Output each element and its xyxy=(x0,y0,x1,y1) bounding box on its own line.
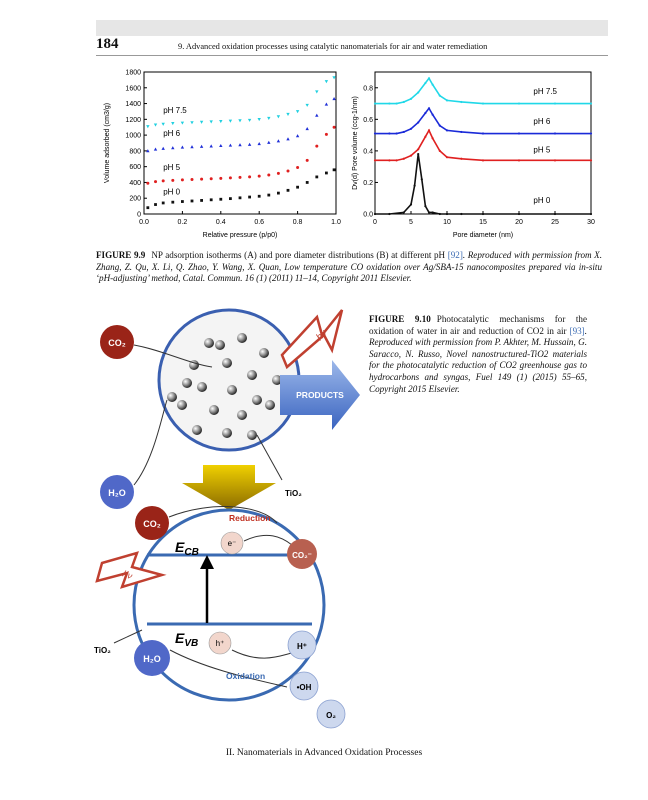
data-point xyxy=(315,176,318,179)
hv-label-bottom: hν xyxy=(121,568,134,582)
y-tick-label: 0.6 xyxy=(363,116,373,124)
data-point xyxy=(432,211,434,213)
y-tick-label: 1200 xyxy=(125,116,141,124)
y-tick-label: 0.0 xyxy=(363,211,373,219)
data-point xyxy=(190,121,193,124)
nanoparticle xyxy=(204,338,214,348)
data-point xyxy=(388,213,390,215)
data-point xyxy=(374,159,376,161)
data-point xyxy=(210,198,213,201)
products-label: PRODUCTS xyxy=(296,390,344,400)
y-axis-label: Dv(d) Pore volume (ccg-1/nm) xyxy=(352,96,359,190)
data-point xyxy=(306,159,309,162)
co2-radical-label: CO₂⁻ xyxy=(292,551,312,560)
data-point xyxy=(403,211,405,213)
data-point xyxy=(162,147,165,150)
series-line xyxy=(375,154,591,214)
data-point xyxy=(229,197,232,200)
nanoparticle xyxy=(227,385,237,395)
data-point xyxy=(146,125,149,128)
data-point xyxy=(424,82,426,84)
hole-label: h⁺ xyxy=(215,639,225,648)
x-tick-label: 1.0 xyxy=(331,219,341,226)
data-point xyxy=(267,117,270,120)
x-tick-label: 0.4 xyxy=(215,219,226,226)
data-point xyxy=(590,132,592,134)
data-point xyxy=(590,159,592,161)
data-point xyxy=(482,132,484,134)
nanoparticle xyxy=(237,333,247,343)
data-point xyxy=(410,203,412,205)
data-point xyxy=(181,200,184,203)
down-arrow xyxy=(182,465,276,510)
data-point xyxy=(181,178,184,181)
x-axis-label: Relative pressure (p/p0) xyxy=(202,232,278,239)
data-point xyxy=(191,178,194,181)
data-point xyxy=(181,146,184,149)
data-point xyxy=(428,107,430,109)
nanoparticle xyxy=(209,405,219,415)
data-point xyxy=(248,196,251,199)
data-point xyxy=(296,110,299,113)
nanoparticle xyxy=(247,370,257,380)
x-tick-label: 0.8 xyxy=(292,219,303,226)
data-point xyxy=(154,180,157,183)
y-tick-label: 600 xyxy=(129,164,141,172)
data-point xyxy=(424,136,426,138)
data-point xyxy=(432,114,434,116)
data-point xyxy=(229,120,232,123)
nanoparticle xyxy=(197,382,207,392)
data-point xyxy=(277,192,280,195)
data-point xyxy=(554,102,556,104)
y-axis-label: Volume adsorbed (cm3/g) xyxy=(104,102,111,184)
data-point xyxy=(258,195,261,198)
tio2-label-top: TiO₂ xyxy=(285,489,302,498)
data-point xyxy=(171,122,174,125)
data-point xyxy=(287,170,290,173)
y-tick-label: 1800 xyxy=(125,69,141,77)
data-point xyxy=(460,158,462,160)
data-point xyxy=(238,119,241,122)
nanoparticle xyxy=(192,425,202,435)
caption-credit: . Reproduced with permission from P. Akhter, M. Hussain, G. Saracco, N. Russo, Novel nanostructured-TiO2 materials for the photocatalytic reduction of CO2 greenhouse gas to hydrocarbons and syngas, Fuel 149 (1) (2015) 55–65, Copyright 2015 Elsevier. xyxy=(369,325,587,394)
data-point xyxy=(277,115,280,118)
data-point xyxy=(171,201,174,204)
x-tick-label: 0.0 xyxy=(139,219,149,226)
data-point xyxy=(306,104,309,107)
y-tick-label: 0 xyxy=(137,211,141,219)
data-point xyxy=(162,179,165,182)
data-point xyxy=(432,84,434,86)
chart-pore-distribution xyxy=(349,62,604,247)
nanoparticle xyxy=(252,395,262,405)
series-label: pH 7.5 xyxy=(163,106,187,116)
evb-label: $E_{VB}$ xyxy=(175,630,199,649)
y-tick-label: 1400 xyxy=(125,101,141,109)
series-label: pH 5 xyxy=(163,162,181,172)
figure-9-10-caption xyxy=(369,314,587,395)
data-point xyxy=(428,129,430,131)
reference-link[interactable]: [93] xyxy=(569,325,585,336)
ecb-label: $E_{CB}$ xyxy=(175,539,199,558)
data-point xyxy=(210,120,213,123)
data-point xyxy=(428,211,430,213)
data-point xyxy=(191,200,194,203)
data-point xyxy=(154,148,157,151)
nanoparticle xyxy=(167,392,177,402)
data-point xyxy=(439,213,441,215)
data-point xyxy=(200,178,203,181)
data-point xyxy=(446,129,448,131)
data-point xyxy=(446,99,448,101)
figure-label: FIGURE 9.9 xyxy=(96,250,146,260)
data-point xyxy=(332,76,335,79)
co2-label-2: CO₂ xyxy=(143,519,161,529)
h-plus-label: H⁺ xyxy=(297,642,307,651)
data-point xyxy=(258,118,261,121)
data-point xyxy=(154,203,157,206)
series-line xyxy=(375,78,591,103)
data-point xyxy=(306,181,309,184)
data-point xyxy=(460,101,462,103)
data-point xyxy=(403,101,405,103)
header-band xyxy=(96,20,608,36)
data-point xyxy=(554,132,556,134)
nanoparticle xyxy=(259,348,269,358)
data-point xyxy=(248,119,251,122)
data-point xyxy=(162,123,165,126)
h2o-path-arrow xyxy=(134,400,167,485)
data-point xyxy=(229,144,232,147)
data-point xyxy=(518,132,520,134)
data-point xyxy=(219,177,222,180)
data-point xyxy=(388,102,390,104)
oxidation-label: Oxidation xyxy=(226,671,266,681)
data-point xyxy=(428,77,430,79)
y-tick-label: 400 xyxy=(129,179,141,187)
data-point xyxy=(403,158,405,160)
nanoparticle xyxy=(247,430,257,440)
page-number: 184 xyxy=(96,36,119,52)
data-point xyxy=(248,175,251,178)
data-point xyxy=(417,153,419,155)
series-label: pH 6 xyxy=(163,128,181,138)
data-point xyxy=(414,185,416,187)
data-point xyxy=(146,182,149,185)
data-point xyxy=(258,142,261,145)
data-point xyxy=(388,132,390,134)
data-point xyxy=(325,133,328,136)
hv-label-top: hν xyxy=(314,327,330,344)
data-point xyxy=(238,143,241,146)
photocatalysis-diagram xyxy=(92,305,362,735)
y-tick-label: 0.2 xyxy=(363,179,373,187)
data-point xyxy=(210,144,213,147)
data-point xyxy=(410,155,412,157)
data-point xyxy=(388,159,390,161)
data-point xyxy=(424,112,426,114)
data-point xyxy=(518,159,520,161)
data-point xyxy=(239,176,242,179)
data-point xyxy=(590,213,592,215)
data-point xyxy=(374,213,376,215)
data-point xyxy=(286,137,289,140)
data-point xyxy=(403,131,405,133)
h2o-label: H₂O xyxy=(108,488,126,498)
reference-link[interactable]: [92] xyxy=(447,250,463,260)
data-point xyxy=(333,168,336,171)
data-point xyxy=(518,213,520,215)
data-point xyxy=(296,166,299,169)
series-label: pH 0 xyxy=(533,195,551,205)
plot-frame xyxy=(375,72,591,214)
data-point xyxy=(439,125,441,127)
series-line xyxy=(375,108,591,133)
data-point xyxy=(446,213,448,215)
figure-label: FIGURE 9.10 xyxy=(369,314,431,324)
oxygen-label: O₂ xyxy=(326,711,336,720)
data-point xyxy=(417,148,419,150)
data-point xyxy=(325,103,328,106)
data-point xyxy=(374,102,376,104)
data-point xyxy=(162,202,165,205)
data-point xyxy=(181,122,184,125)
electron-label: e⁻ xyxy=(227,539,237,548)
data-point xyxy=(267,173,270,176)
data-point xyxy=(396,132,398,134)
data-point xyxy=(306,127,309,130)
x-tick-label: 10 xyxy=(443,219,451,226)
data-point xyxy=(219,198,222,201)
data-point xyxy=(482,213,484,215)
data-point xyxy=(424,205,426,207)
reduction-label: Reduction xyxy=(229,513,271,523)
tio2-pointer xyxy=(257,435,282,480)
nanoparticle xyxy=(222,358,232,368)
data-point xyxy=(267,194,270,197)
data-point xyxy=(439,150,441,152)
h2o-label-2: H₂O xyxy=(143,654,161,664)
data-point xyxy=(432,137,434,139)
data-point xyxy=(315,145,318,148)
data-point xyxy=(146,206,149,209)
co2-label: CO₂ xyxy=(108,338,126,348)
header-rule xyxy=(96,55,608,56)
x-tick-label: 15 xyxy=(479,219,487,226)
series-label: pH 6 xyxy=(533,117,551,127)
data-point xyxy=(315,90,318,93)
data-point xyxy=(239,196,242,199)
data-point xyxy=(200,199,203,202)
data-point xyxy=(374,132,376,134)
data-point xyxy=(200,121,203,124)
data-point xyxy=(325,172,328,175)
light-lightning-icon xyxy=(282,310,342,367)
caption-credit: . Reproduced with permission from X. Zhang, Z. Qu, X. Li, Q. Zhao, Y. Wang, X. Quan, Low temperature CO oxidation over Ag/SBA-15 nanocomposites prepared via in-situ ‘pH-adjusting’ method, Catal. Commun. 16 (1) (2011) 11–14, Copyright 2011 Elsevier. xyxy=(96,250,602,284)
data-point xyxy=(315,114,318,117)
data-point xyxy=(396,102,398,104)
data-point xyxy=(210,177,213,180)
x-tick-label: 25 xyxy=(551,219,559,226)
x-tick-label: 5 xyxy=(409,219,413,226)
nanoparticle xyxy=(215,340,225,350)
data-point xyxy=(482,102,484,104)
data-point xyxy=(396,159,398,161)
data-point xyxy=(439,95,441,97)
nanoparticle xyxy=(237,410,247,420)
data-point xyxy=(421,178,423,180)
data-point xyxy=(219,144,222,147)
data-point xyxy=(277,172,280,175)
data-point xyxy=(200,145,203,148)
nanoparticle xyxy=(182,378,192,388)
y-tick-label: 1600 xyxy=(125,85,141,93)
data-point xyxy=(229,176,232,179)
y-tick-label: 800 xyxy=(129,148,141,156)
data-point xyxy=(446,156,448,158)
x-tick-label: 30 xyxy=(587,219,595,226)
data-point xyxy=(154,124,157,127)
data-point xyxy=(248,143,251,146)
nanoparticle xyxy=(177,400,187,410)
data-point xyxy=(296,186,299,189)
series-label: pH 5 xyxy=(533,145,551,155)
data-point xyxy=(325,80,328,83)
data-point xyxy=(333,126,336,129)
data-point xyxy=(417,121,419,123)
caption-text: NP adsorption isotherms (A) and pore diameter distributions (B) at different pH xyxy=(151,250,446,260)
data-point xyxy=(518,102,520,104)
chart-adsorption-isotherms xyxy=(100,62,345,247)
figure-9-9-caption xyxy=(96,250,602,285)
y-tick-label: 0.4 xyxy=(363,148,373,156)
series-label: pH 7.5 xyxy=(533,87,557,97)
data-point xyxy=(417,91,419,93)
data-point xyxy=(410,98,412,100)
caption-text: Photocatalytic mechanisms for the oxidation of water in air and reduction of CO2 in air xyxy=(369,314,587,336)
data-point xyxy=(277,139,280,142)
data-point xyxy=(554,213,556,215)
y-tick-label: 200 xyxy=(129,195,141,203)
running-head: 9. Advanced oxidation processes using catalytic nanomaterials for air and water remediation xyxy=(178,42,488,51)
x-tick-label: 0.6 xyxy=(254,219,265,226)
y-tick-label: 1000 xyxy=(125,132,141,140)
page-footer: II. Nanomaterials in Advanced Oxidation Processes xyxy=(225,748,423,758)
data-point xyxy=(460,213,462,215)
hydroxyl-label: •OH xyxy=(296,683,312,692)
data-point xyxy=(287,189,290,192)
series-line xyxy=(375,130,591,160)
tio2-label-bottom: TiO₂ xyxy=(94,646,111,655)
nanoparticle xyxy=(222,428,232,438)
data-point xyxy=(482,159,484,161)
data-point xyxy=(296,134,299,137)
data-point xyxy=(219,120,222,123)
y-tick-label: 0.8 xyxy=(363,85,373,93)
data-point xyxy=(171,146,174,149)
x-axis-label: Pore diameter (nm) xyxy=(452,232,514,239)
data-point xyxy=(590,102,592,104)
x-tick-label: 0 xyxy=(373,219,377,226)
data-point xyxy=(190,145,193,148)
x-tick-label: 0.2 xyxy=(177,219,188,226)
data-point xyxy=(171,179,174,182)
series-label: pH 0 xyxy=(163,187,181,197)
data-point xyxy=(460,131,462,133)
data-point xyxy=(258,175,261,178)
data-point xyxy=(554,159,556,161)
x-tick-label: 20 xyxy=(515,219,523,226)
data-point xyxy=(410,128,412,130)
nanoparticle xyxy=(265,400,275,410)
data-point xyxy=(267,141,270,144)
data-point xyxy=(286,113,289,116)
data-point xyxy=(332,97,335,100)
